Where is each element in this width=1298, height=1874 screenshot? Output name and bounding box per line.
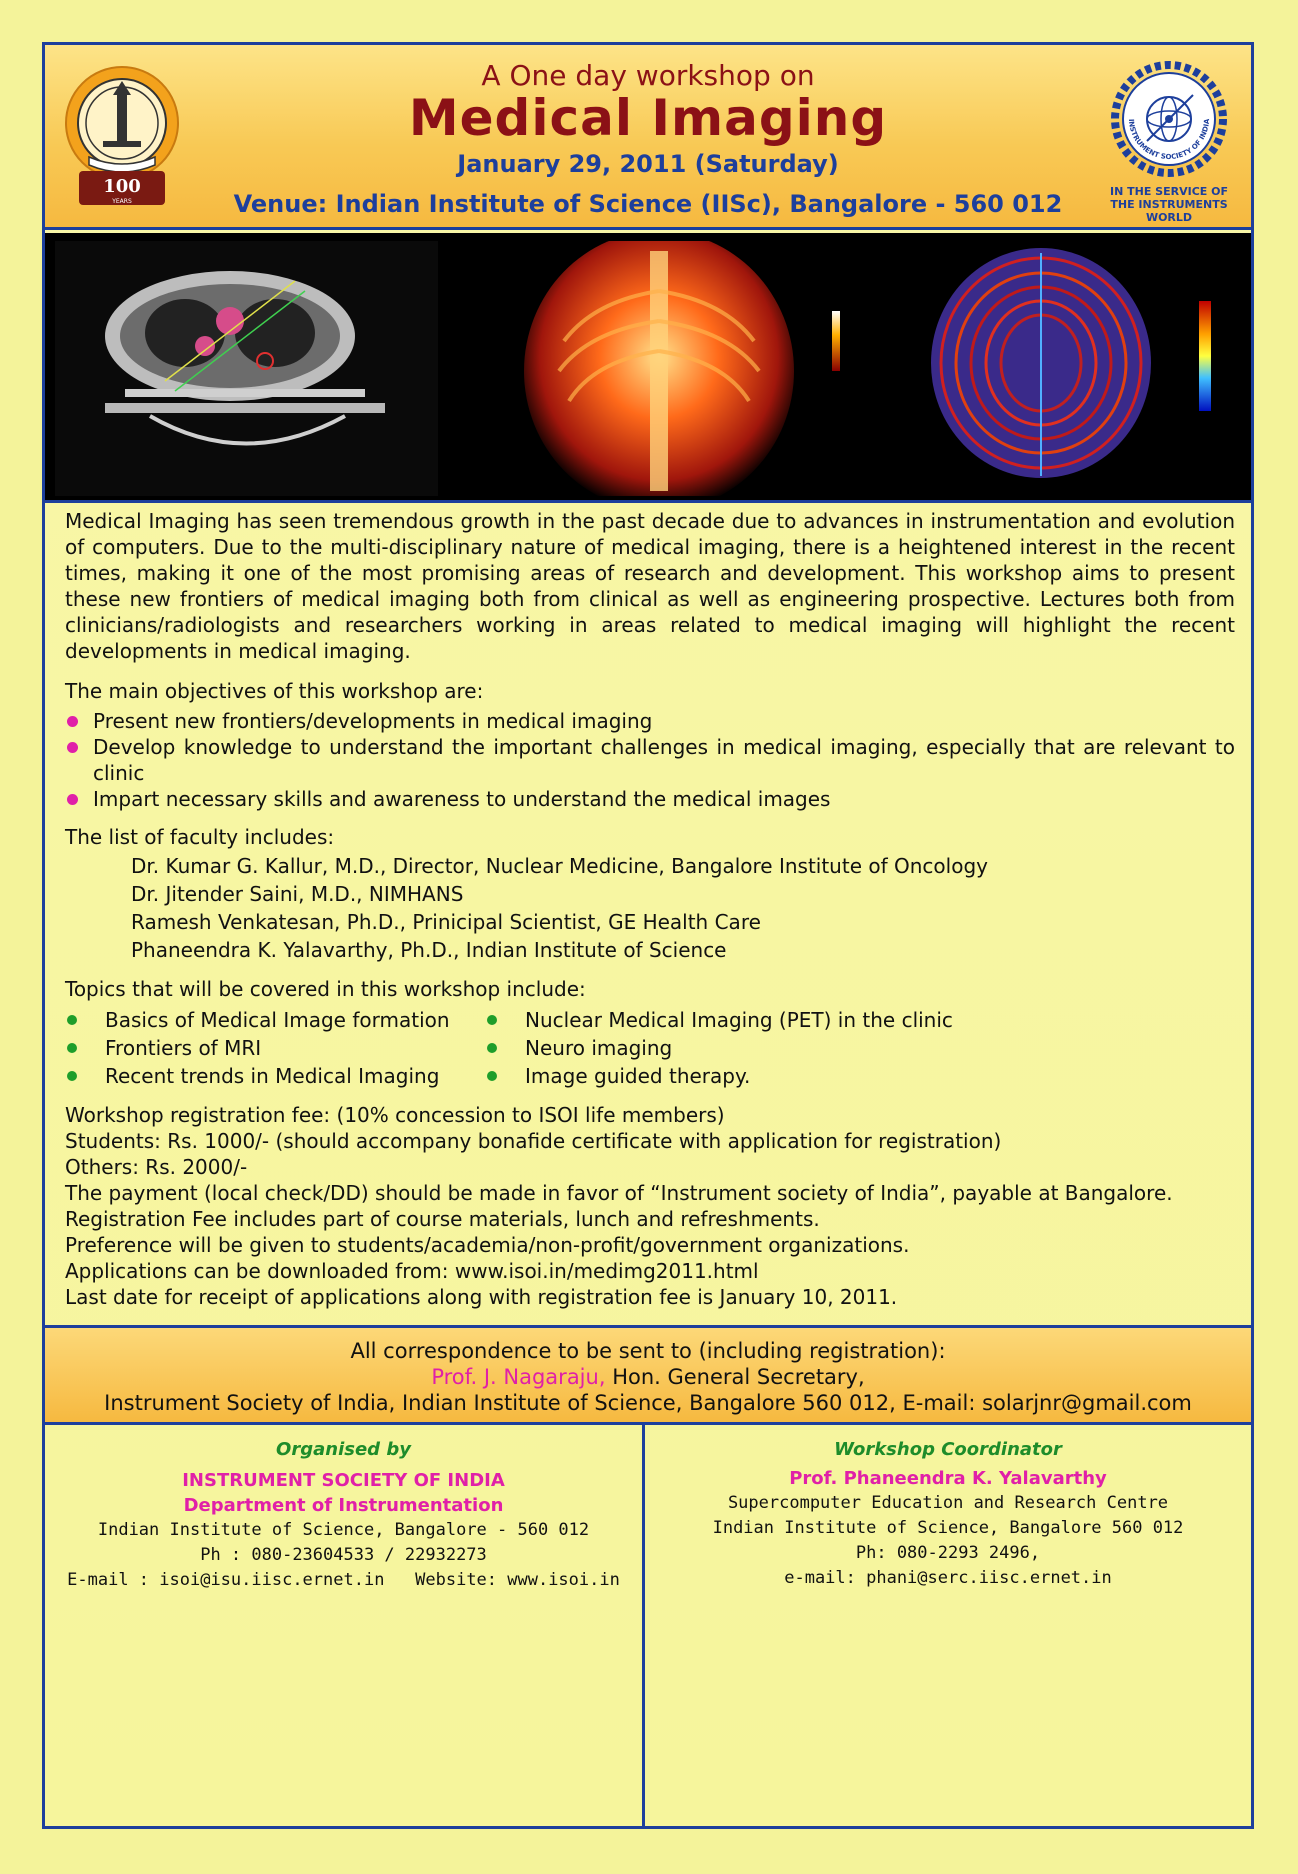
- list-item: Dr. Kumar G. Kallur, M.D., Director, Nuclear Medicine, Bangalore Institute of Oncology: [131, 854, 988, 878]
- intro-paragraph: Medical Imaging has seen tremendous growth in the past decade due to advances in instrumentation and evolution of computers. Due to the multi-disciplinary nature of medical imaging, there is a heightened interest in the recent times, making it one of the most promising areas of research and development. This workshop aims to present these new frontiers of medical imaging both from clinical as well as engineering prospective. Lectures both from clinicians/radiologists and researchers working in areas related to medical imaging will highlight the recent developments in medical imaging.: [65, 509, 1235, 663]
- objective-text: Present new frontiers/developments in medical imaging: [93, 709, 653, 733]
- topics-heading: Topics that will be covered in this workshop include:: [65, 977, 586, 1001]
- list-item: [65, 708, 1235, 734]
- fee-line: Students: Rs. 1000/- (should accompany bonafide certificate with application for registration): [65, 1129, 1002, 1153]
- event-date: January 29, 2011 (Saturday): [457, 150, 839, 178]
- topic-text: Neuro imaging: [525, 1036, 673, 1060]
- org-phone: Ph : 080-23604533 / 22932273: [200, 1545, 487, 1565]
- objective-text: Impart necessary skills and awareness to understand the medical images: [93, 787, 831, 811]
- contact-name: Prof. J. Nagaraju,: [431, 1365, 606, 1389]
- list-item: [485, 1006, 953, 1034]
- correspondence-heading: All correspondence to be sent to (including registration):: [350, 1339, 946, 1363]
- list-item: Phaneendra K. Yalavarthy, Ph.D., Indian Institute of Science: [131, 938, 727, 962]
- fee-line: Registration Fee includes part of course materials, lunch and refreshments.: [65, 1207, 820, 1231]
- org-contact: E-mail : isoi@isu.iisc.ernet.in Website: www.isoi.in: [67, 1570, 620, 1590]
- ct-scan-icon: [55, 241, 438, 496]
- organised-by-box: [45, 1425, 645, 1826]
- logo-ring-text: INSTRUMENT SOCIETY OF INDIA: [1126, 118, 1212, 162]
- isoi-logo: [1109, 57, 1229, 224]
- bullet-icon: [67, 1015, 77, 1025]
- topic-text: Nuclear Medical Imaging (PET) in the clinic: [525, 1008, 953, 1032]
- faculty-list: [65, 852, 1235, 964]
- bullet-icon: [487, 1015, 497, 1025]
- logo-years-text: YEARS: [112, 198, 132, 205]
- coordinator-phone: Ph: 080-2293 2496,: [855, 1543, 1041, 1563]
- bullet-icon: [67, 1043, 77, 1053]
- medical-images-strip: [45, 233, 1251, 503]
- list-item: [485, 1062, 953, 1090]
- topic-text: Recent trends in Medical Imaging: [105, 1064, 440, 1088]
- objective-text: Develop knowledge to understand the important challenges in medical imaging, especially that are relevant to clinic: [93, 735, 1235, 785]
- list-item: [65, 734, 1235, 786]
- contact-role: Hon. General Secretary,: [605, 1365, 865, 1389]
- objectives-list: [65, 708, 1235, 812]
- list-item: Dr. Jitender Saini, M.D., NIMHANS: [131, 882, 464, 906]
- topics-list: [65, 1006, 1235, 1090]
- list-item: [65, 1006, 485, 1034]
- list-item: [65, 786, 1235, 812]
- org-address: Indian Institute of Science, Bangalore - 560 012: [97, 1520, 590, 1540]
- list-item: [65, 1034, 485, 1062]
- pre-title: A One day workshop on: [481, 59, 815, 92]
- deadline-line: Last date for receipt of applications along with registration fee is January 10, 2011.: [65, 1285, 898, 1309]
- org-name: INSTRUMENT SOCIETY OF INDIA: [182, 1470, 505, 1491]
- chest-xray-icon: [444, 241, 885, 496]
- objectives-heading: The main objectives of this workshop are:: [65, 679, 484, 703]
- topic-text: Frontiers of MRI: [105, 1036, 262, 1060]
- brain-scan-icon: [891, 241, 1247, 496]
- poster-frame: [42, 42, 1254, 1829]
- list-item: [485, 1034, 953, 1062]
- page-title: Medical Imaging: [408, 89, 888, 147]
- bullet-icon: [487, 1043, 497, 1053]
- event-venue: Venue: Indian Institute of Science (IISc), Bangalore - 560 012: [233, 190, 1063, 218]
- correspondence-contact: [45, 1364, 1251, 1390]
- list-item: Ramesh Venkatesan, Ph.D., Prinicipal Scientist, GE Health Care: [131, 910, 761, 934]
- list-item: [65, 1062, 485, 1090]
- correspondence-band: [45, 1325, 1251, 1425]
- coordinator-email: e-mail: phani@serc.iisc.ernet.in: [784, 1568, 1112, 1588]
- coordinator-centre: Supercomputer Education and Research Centre: [727, 1493, 1169, 1513]
- fee-line: Preference will be given to students/academia/non-profit/government organizations.: [65, 1233, 910, 1257]
- correspondence-address: Instrument Society of India, Indian Institute of Science, Bangalore 560 012, E-mail: solarjnr@gmail.com: [104, 1391, 1192, 1415]
- bullet-icon: [67, 1071, 77, 1081]
- organised-heading: Organised by: [276, 1439, 411, 1460]
- bullet-icon: [67, 794, 78, 805]
- bullet-icon: [67, 716, 78, 727]
- download-line: Applications can be downloaded from: www.isoi.in/medimg2011.html: [65, 1259, 759, 1283]
- logo-tagline: IN THE SERVICE OF THE INSTRUMENTS WORLD: [1110, 185, 1228, 224]
- body-content: [65, 508, 1235, 1310]
- coordinator-heading: Workshop Coordinator: [834, 1439, 1062, 1460]
- topic-text: Image guided therapy.: [525, 1064, 751, 1088]
- topics-column-1: [65, 1006, 485, 1090]
- topic-text: Basics of Medical Image formation: [105, 1008, 450, 1032]
- coordinator-box: [645, 1425, 1251, 1826]
- fee-line: The payment (local check/DD) should be made in favor of “Instrument society of India”, payable at Bangalore.: [65, 1181, 1173, 1205]
- footer-boxes: [45, 1425, 1251, 1826]
- coordinator-address: Indian Institute of Science, Bangalore 560 012: [712, 1518, 1184, 1538]
- logo-100-text: 100: [103, 176, 141, 197]
- org-dept: Department of Instrumentation: [183, 1495, 504, 1516]
- fee-line: Others: Rs. 2000/-: [65, 1155, 248, 1179]
- bullet-icon: [67, 742, 78, 753]
- topics-column-2: [485, 1006, 953, 1090]
- coordinator-name: Prof. Phaneendra K. Yalavarthy: [789, 1468, 1107, 1489]
- header-banner: [45, 45, 1251, 230]
- registration-info: [65, 1102, 1235, 1310]
- faculty-heading: The list of faculty includes:: [65, 825, 335, 849]
- bullet-icon: [487, 1071, 497, 1081]
- fee-line: Workshop registration fee: (10% concession to ISOI life members): [65, 1103, 725, 1127]
